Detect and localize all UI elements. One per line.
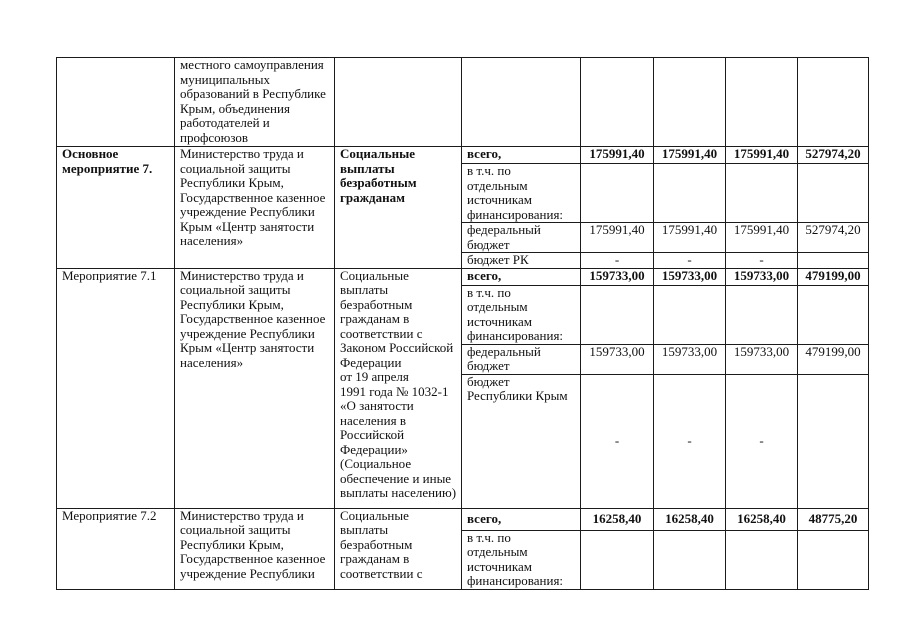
amount-col-1: 175991,40 — [581, 147, 654, 164]
program-funding-table — [56, 57, 869, 590]
funding-source: бюджет Республики Крым — [462, 374, 581, 508]
amount-col-1: 159733,00 — [581, 268, 654, 285]
empty-cell — [798, 164, 869, 223]
empty-cell — [57, 58, 175, 147]
amount-col-2: 159733,00 — [654, 268, 726, 285]
funding-source: в т.ч. по отдельным источникам финансирования: — [462, 530, 581, 589]
activity-7-2-total-row — [57, 508, 869, 530]
activity-7-1-description: Социальные выплаты безработным гражданам в соответствии с Законом Российской Федерации от 19 апреля 1991 года № 1032-1 «О занятости населения в Российской Федерации» (Социальное обеспечение и иные выплаты населению) — [335, 268, 462, 508]
amount-col-4: 48775,20 — [798, 508, 869, 530]
amount-col-2: - — [654, 374, 726, 508]
activity-7-total-row — [57, 147, 869, 164]
amount-col-3: 175991,40 — [726, 147, 798, 164]
activity-7-executor: Министерство труда и социальной защиты Республики Крым, Государственное казенное учреждение Республики Крым «Центр занятости населения» — [175, 147, 335, 269]
funding-source: всего, — [462, 508, 581, 530]
empty-cell — [798, 285, 869, 344]
executor-cell: местного самоуправления муниципальных образований в Республике Крым, объединения работодателей и профсоюзов — [175, 58, 335, 147]
amount-col-2: 175991,40 — [654, 223, 726, 253]
activity-7-description: Социальные выплаты безработным гражданам — [335, 147, 462, 269]
empty-cell — [581, 285, 654, 344]
amount-col-3: - — [726, 374, 798, 508]
amount-col-2: 16258,40 — [654, 508, 726, 530]
funding-source: бюджет РК — [462, 253, 581, 269]
empty-cell — [726, 58, 798, 147]
activity-7-2-description: Социальные выплаты безработным гражданам в соответствии с — [335, 508, 462, 589]
activity-7-1-executor: Министерство труда и социальной защиты Республики Крым, Государственное казенное учреждение Республики Крым «Центр занятости населения» — [175, 268, 335, 508]
empty-cell — [581, 164, 654, 223]
amount-col-1: 175991,40 — [581, 223, 654, 253]
funding-source: всего, — [462, 147, 581, 164]
empty-cell — [798, 374, 869, 508]
funding-source: в т.ч. по отдельным источникам финансирования: — [462, 285, 581, 344]
empty-cell — [798, 530, 869, 589]
amount-col-4: 479199,00 — [798, 268, 869, 285]
empty-cell — [798, 58, 869, 147]
empty-cell — [654, 58, 726, 147]
empty-cell — [726, 164, 798, 223]
amount-col-2: 175991,40 — [654, 147, 726, 164]
empty-cell — [654, 530, 726, 589]
funding-source: всего, — [462, 268, 581, 285]
empty-cell — [654, 285, 726, 344]
funding-source: федеральный бюджет — [462, 344, 581, 374]
empty-cell — [581, 530, 654, 589]
amount-col-1: - — [581, 253, 654, 269]
activity-7-2-executor: Министерство труда и социальной защиты Республики Крым, Государственное казенное учреждение Республики — [175, 508, 335, 589]
continuation-row — [57, 58, 869, 147]
funding-source: в т.ч. по отдельным источникам финансирования: — [462, 164, 581, 223]
empty-cell — [335, 58, 462, 147]
amount-col-3: 16258,40 — [726, 508, 798, 530]
amount-col-4: 479199,00 — [798, 344, 869, 374]
amount-col-4: 527974,20 — [798, 223, 869, 253]
activity-7-1-total-row — [57, 268, 869, 285]
amount-col-3: - — [726, 253, 798, 269]
empty-cell — [726, 530, 798, 589]
amount-col-1: - — [581, 374, 654, 508]
amount-col-3: 175991,40 — [726, 223, 798, 253]
amount-col-4: 527974,20 — [798, 147, 869, 164]
empty-cell — [462, 58, 581, 147]
empty-cell — [581, 58, 654, 147]
activity-7-1-name: Мероприятие 7.1 — [57, 268, 175, 508]
amount-col-2: 159733,00 — [654, 344, 726, 374]
empty-cell — [654, 164, 726, 223]
activity-7-2-name: Мероприятие 7.2 — [57, 508, 175, 589]
amount-col-2: - — [654, 253, 726, 269]
activity-7-name: Основное мероприятие 7. — [57, 147, 175, 269]
empty-cell — [798, 253, 869, 269]
empty-cell — [726, 285, 798, 344]
amount-col-3: 159733,00 — [726, 344, 798, 374]
funding-source: федеральный бюджет — [462, 223, 581, 253]
amount-col-1: 16258,40 — [581, 508, 654, 530]
amount-col-1: 159733,00 — [581, 344, 654, 374]
amount-col-3: 159733,00 — [726, 268, 798, 285]
